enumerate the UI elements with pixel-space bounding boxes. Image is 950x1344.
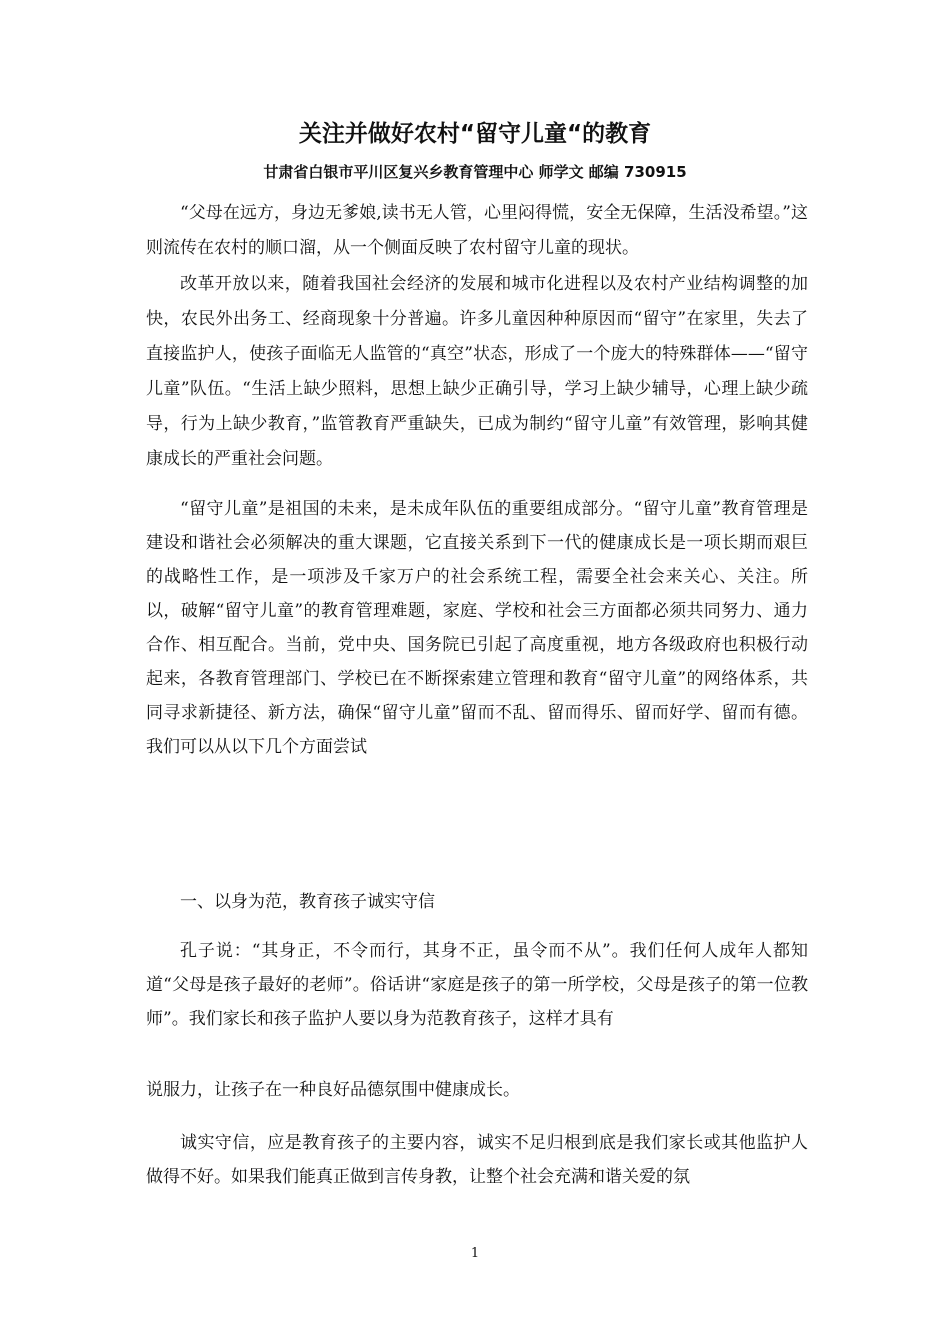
body-paragraph-3: “留守儿童”是祖国的未来，是未成年队伍的重要组成部分。“留守儿童”教育管理是建设和谐社会必须解决的重大课题，它直接关系到下一代的健康成长是一项长期而艰巨的战略性工作，是一项涉及千家万户的社会系统工程，需要全社会来关心、关注。所以，破解“留守儿童”的教育管理难题，家庭、学校和社会三方面都必须共同努力、通力合作、相互配合。当前，党中央、国务院已引起了高度重视，地方各级政府也积极行动起来，各教育管理部门、学校已在不断探索建立管理和教育“留守儿童”的网络体系，共同寻求新捷径、新方法，确保“留守儿童”留而不乱、留而得乐、留而好学、留而有德。我们可以从以下几个方面尝试 <box>146 499 808 757</box>
page-number: 1 <box>470 1246 480 1261</box>
section-heading: 一、以身为范，教育孩子诚实守信 <box>180 892 435 912</box>
section-paragraph-2: 诚实守信，应是教育孩子的主要内容，诚实不足归根到底是我们家长或其他监护人做得不好。如果我们能真正做到言传身教，让整个社会充满和谐关爱的氛 <box>146 1133 808 1187</box>
body-paragraph-1: “父母在远方，身边无爹娘,读书无人管，心里闷得慌，安全无保障，生活没希望。”这则流传在农村的顺口溜，从一个侧面反映了农村留守儿童的现状。 <box>146 203 808 258</box>
author-byline: 甘肃省白银市平川区复兴乡教育管理中心 师学文 邮编 730915 <box>263 163 687 181</box>
section-paragraph-1: 孔子说：“其身正，不令而行，其身不正，虽令而不从”。我们任何人成年人都知道“父母是孩子最好的老师”。俗话讲“家庭是孩子的第一所学校，父母是孩子的第一位教师”。我们家长和孩子监护人要以身为范教育孩子，这样才具有 <box>146 941 808 1029</box>
document-title: 关注并做好农村“留守儿童“的教育 <box>298 121 652 147</box>
body-paragraph-2: 改革开放以来，随着我国社会经济的发展和城市化进程以及农村产业结构调整的加快，农民外出务工、经商现象十分普遍。许多儿童因种种原因而“留守”在家里，失去了直接监护人，使孩子面临无人监管的“真空”状态，形成了一个庞大的特殊群体——“留守儿童”队伍。“生活上缺少照料，思想上缺少正确引导，学习上缺少辅导，心理上缺少疏导，行为上缺少教育，”监管教育严重缺失，已成为制约“留守儿童”有效管理，影响其健康成长的严重社会问题。 <box>146 274 808 469</box>
section-paragraph-1-continuation: 说服力，让孩子在一种良好品德氛围中健康成长。 <box>146 1080 520 1100</box>
